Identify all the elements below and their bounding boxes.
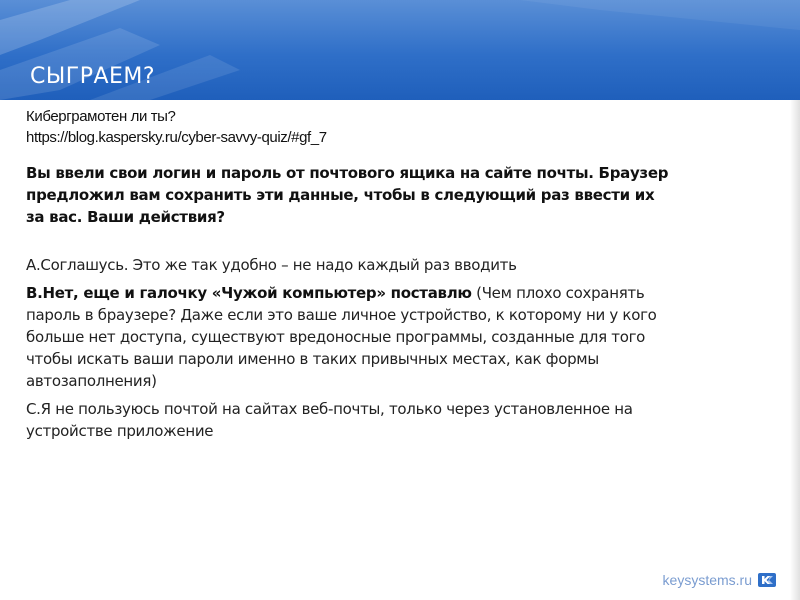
quiz-intro: [26, 106, 676, 148]
answer-option-c: С.Я не пользуюсь почтой на сайтах веб-почты, только через установленное на устройстве приложение: [26, 400, 633, 440]
footer-brand-text: keysystems.ru: [662, 572, 752, 588]
answer-option-b-explanation: (Чем плохо сохранять пароль в браузере? Даже если это ваше личное устройство, к которому ни у кого больше нет доступа, существуют вредоносные программы, созданные для того чтобы искать ваши пароли именно в таких привычных местах, как формы автозаполнения): [26, 284, 657, 390]
answer-option-a: А.Соглашусь. Это же так удобно – не надо каждый раз вводить: [26, 256, 517, 274]
right-edge-shadow: [790, 100, 800, 600]
answer-option-b-title: В.Нет, еще и галочку «Чужой компьютер» поставлю: [26, 284, 472, 302]
slide-body: [26, 106, 676, 442]
answer-option-b: [26, 282, 676, 392]
slide-title: СЫГРАЕМ?: [30, 64, 156, 89]
quiz-intro-link: https://blog.kaspersky.ru/cyber-savvy-quiz/#gf_7: [26, 129, 327, 146]
quiz-question: Вы ввели свои логин и пароль от почтового ящика на сайте почты. Браузер предложил вам сохранить эти данные, чтобы в следующий раз ввести их за вас. Ваши действия?: [26, 164, 669, 226]
quiz-intro-title: Киберграмотен ли ты?: [26, 108, 176, 125]
header-band: [0, 0, 800, 100]
keysystems-logo-icon: [758, 573, 776, 587]
